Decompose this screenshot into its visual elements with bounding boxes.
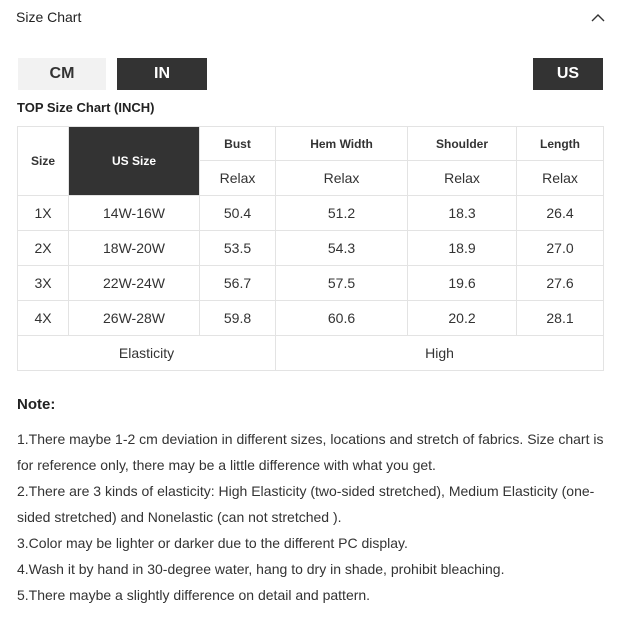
note-item: 1.There maybe 1-2 cm deviation in different sizes, locations and stretch of fabrics. Size chart is for reference only, there may be a little difference with what you get.: [17, 431, 604, 473]
table-row: [18, 231, 604, 266]
cell-shoulder: 18.3: [408, 196, 517, 231]
cell-hem-width: 51.2: [276, 196, 408, 231]
table-row: [18, 196, 604, 231]
cell-us-size: 14W-16W: [69, 196, 200, 231]
cell-us-size: 22W-24W: [69, 266, 200, 301]
note-item: 5.There maybe a slightly difference on detail and pattern.: [17, 587, 371, 603]
cell-size: 4X: [18, 301, 69, 336]
header-length: Length: [517, 127, 604, 161]
cell-hem-width: 60.6: [276, 301, 408, 336]
cell-length: 27.0: [517, 231, 604, 266]
note-item: 4.Wash it by hand in 30-degree water, hang to dry in shade, prohibit bleaching.: [17, 561, 505, 577]
header-size: Size: [18, 127, 69, 196]
size-chart-header[interactable]: [16, 6, 606, 28]
subheader-shoulder: Relax: [408, 161, 517, 196]
subheader-hem-width: Relax: [276, 161, 408, 196]
cell-length: 28.1: [517, 301, 604, 336]
size-chart-title: Size Chart: [16, 9, 82, 25]
table-title: TOP Size Chart (INCH): [17, 100, 155, 115]
note-title: Note:: [17, 396, 56, 413]
cell-bust: 53.5: [200, 231, 276, 266]
note-item: 3.Color may be lighter or darker due to the different PC display.: [17, 535, 408, 551]
cell-length: 26.4: [517, 196, 604, 231]
subheader-bust: Relax: [200, 161, 276, 196]
unit-in-button[interactable]: IN: [117, 58, 207, 90]
cell-bust: 50.4: [200, 196, 276, 231]
elasticity-row: [18, 336, 604, 371]
cell-size: 3X: [18, 266, 69, 301]
header-hem-width: Hem Width: [276, 127, 408, 161]
cell-shoulder: 18.9: [408, 231, 517, 266]
elasticity-label: Elasticity: [18, 336, 276, 371]
cell-hem-width: 57.5: [276, 266, 408, 301]
cell-shoulder: 19.6: [408, 266, 517, 301]
note-item: 2.There are 3 kinds of elasticity: High Elasticity (two-sided stretched), Medium Elasticity (one-sided stretched) and Nonelastic (can not stretched ).: [17, 483, 595, 525]
cell-size: 2X: [18, 231, 69, 266]
table-header-row: [18, 127, 604, 161]
size-table: [17, 126, 604, 371]
header-bust: Bust: [200, 127, 276, 161]
subheader-length: Relax: [517, 161, 604, 196]
cell-bust: 59.8: [200, 301, 276, 336]
cell-size: 1X: [18, 196, 69, 231]
table-row: [18, 266, 604, 301]
cell-bust: 56.7: [200, 266, 276, 301]
unit-cm-button[interactable]: CM: [18, 58, 106, 90]
cell-length: 27.6: [517, 266, 604, 301]
cell-shoulder: 20.2: [408, 301, 517, 336]
cell-us-size: 26W-28W: [69, 301, 200, 336]
header-shoulder: Shoulder: [408, 127, 517, 161]
elasticity-value: High: [276, 336, 604, 371]
header-us-size: US Size: [69, 127, 200, 196]
region-us-button[interactable]: US: [533, 58, 603, 90]
cell-hem-width: 54.3: [276, 231, 408, 266]
cell-us-size: 18W-20W: [69, 231, 200, 266]
table-row: [18, 301, 604, 336]
chevron-up-icon[interactable]: [590, 9, 606, 25]
note-list: [17, 426, 612, 608]
